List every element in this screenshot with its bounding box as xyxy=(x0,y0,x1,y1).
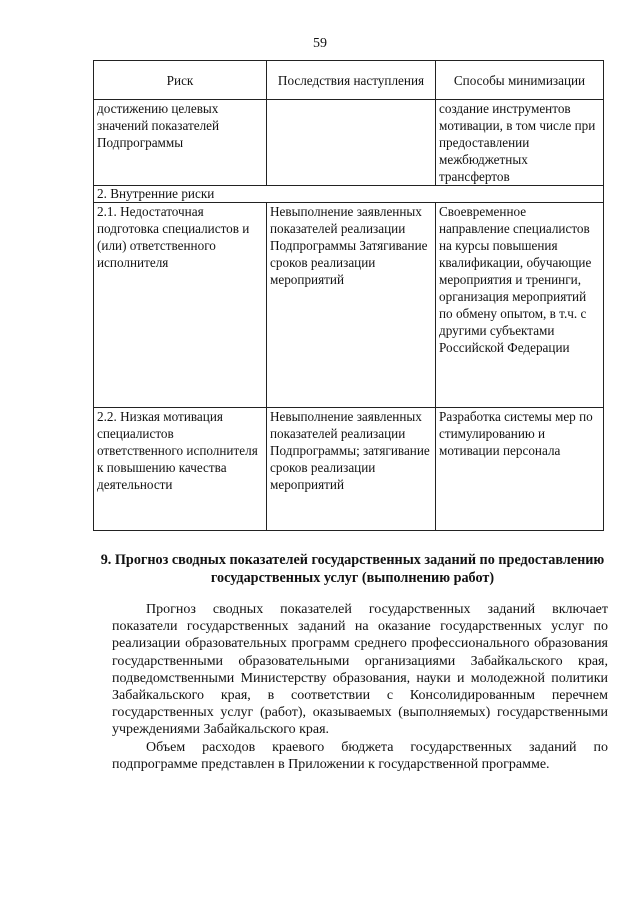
table-row xyxy=(94,203,604,408)
cell-mitigation: Своевременное направление специалистов на курсы повышения квалификации, обучающие мероприятия и тренинги, организация мероприятий по обмену опытом, в т.ч. с другими субъектами Российской Федерации xyxy=(436,203,604,408)
cell-mitigation: Разработка системы мер по стимулированию и мотивации персонала xyxy=(436,408,604,531)
table-header-row xyxy=(94,61,604,100)
risk-table xyxy=(93,60,604,531)
paragraph: Объем расходов краевого бюджета государственных заданий по подпрограмме представлен в Приложении к государственной программе. xyxy=(112,739,608,772)
section-title-internal-risks: 2. Внутренние риски xyxy=(94,186,604,203)
header-risk: Риск xyxy=(94,61,267,100)
cell-mitigation: создание инструментов мотивации, в том числе при предоставлении межбюджетных трансфертов xyxy=(436,100,604,186)
table-section-row xyxy=(94,186,604,203)
header-consequences: Последствия наступления xyxy=(267,61,436,100)
cell-risk: 2.1. Недостаточная подготовка специалистов и (или) ответственного исполнителя xyxy=(94,203,267,408)
header-mitigation: Способы минимизации xyxy=(436,61,604,100)
cell-consequence xyxy=(267,100,436,186)
cell-consequence: Невыполнение заявленных показателей реализации Подпрограммы; затягивание сроков реализации мероприятий xyxy=(267,408,436,531)
page-number: 59 xyxy=(313,36,327,51)
cell-risk: достижению целевых значений показателей Подпрограммы xyxy=(94,100,267,186)
paragraph: Прогноз сводных показателей государственных заданий включает показатели государственных заданий на оказание государственных услуг по реализации образовательных программ среднего профессионального образования государственными образовательными организациями Забайкальского края, подведомственными Министерству образования, науки и молодежной политики Забайкальского края, в соответствии с Консолидированным перечнем государственных услуг (работ), оказываемых (выполняемых) государственными учреждениями Забайкальского края. xyxy=(112,602,608,738)
table-row xyxy=(94,408,604,531)
section-heading: 9. Прогноз сводных показателей государственных заданий по предоставлению государственных услуг (выполнению работ) xyxy=(100,552,605,586)
cell-consequence: Невыполнение заявленных показателей реализации Подпрограммы Затягивание сроков реализации мероприятий xyxy=(267,203,436,408)
body-text xyxy=(112,601,608,773)
table-row-continued xyxy=(94,100,604,186)
cell-risk: 2.2. Низкая мотивация специалистов ответственного исполнителя к повышению качества деятельности xyxy=(94,408,267,531)
